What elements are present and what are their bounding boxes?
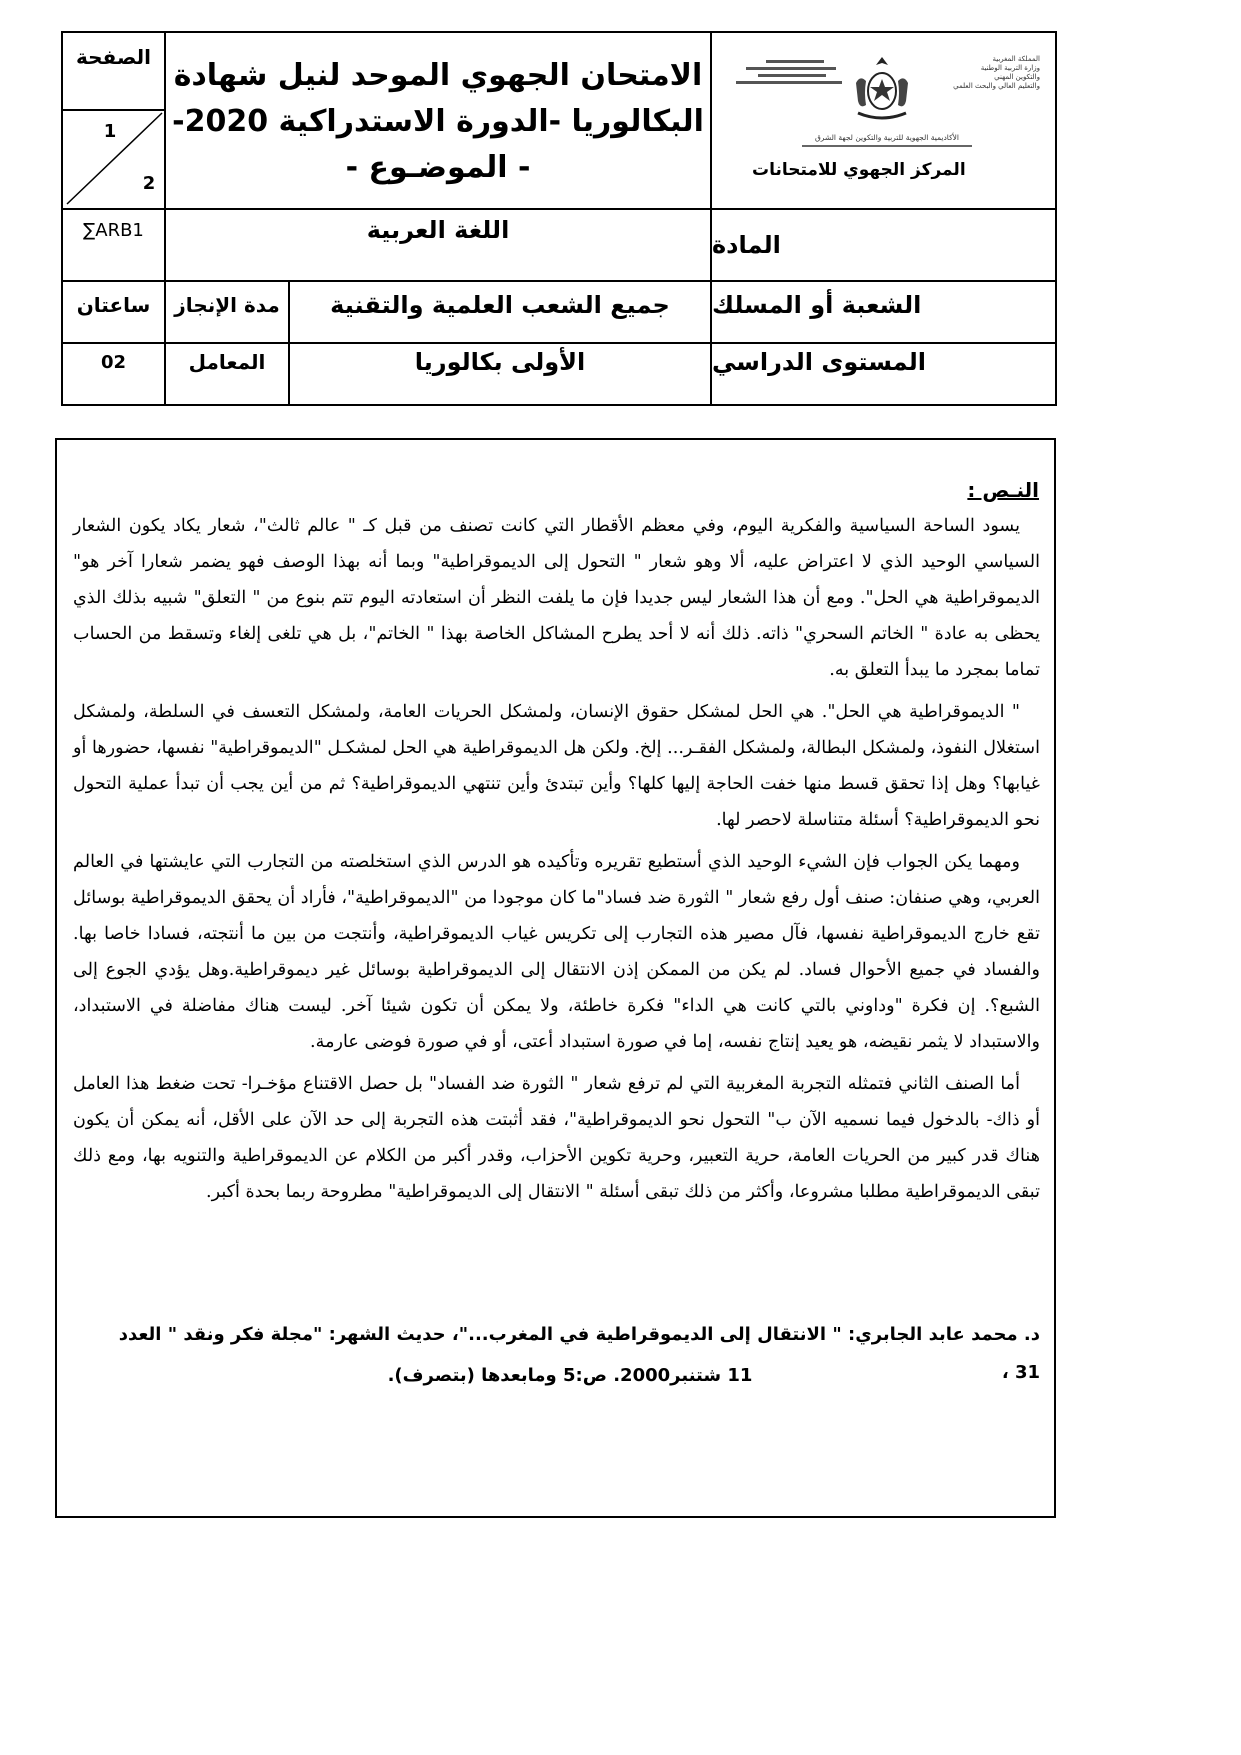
paragraph-3: ومهما يكن الجواب فإن الشيء الوحيد الذي أستطيع تقريره وتأكيده هو الدرس الذي استخلصته من التجارب التي عايشتها في العالم العربي، وهي صنفان: صنف أول رفع شعار " الثورة ضد فساد"ما كان موجودا من "الديموقراطية"، فأراد أن يحقق الديموقراطية بوسائل تقع خارج الديموقراطية نفسها، فآل مصير هذه التجارب إلى تكريس غياب الديموقراطية، وأنتجت من بين ما أنتجته، فسادا خاصا بها. والفساد في جميع الأحوال فساد. لم يكن من الممكن إذن الانتقال إلى الديموقراطية بوسائل غير ديموقراطية.وهل يؤدي الجوع إلى الشبع؟. إن فكرة "وداوني بالتي كانت هي الداء" فكرة خاطئة، ولا يمكن أن تكون شيئا آخر. ليست هناك مفاضلة في الاستبداد، والاستبداد لا يثمر نقيضه، هو يعيد إنتاج نفسه، إما في صورة استبداد أعتى، أو في صورة فوضى عارمة. [73,852,1040,1052]
ministry-line: المملكة المغربية [992,55,1040,63]
exam-title-line1: الامتحان الجهوي الموحد لنيل شهادة [173,57,703,93]
paragraph-1: يسود الساحة السياسية والفكرية اليوم، وفي معظم الأقطار التي كانت تصنف من قبل كـ " عالم ثالث"، شعار يكاد يكون الشعار السياسي الوحيد الذي لا اعتراض عليه، ألا وهو شعار " التحول إلى الديموقراطية" وبما أنه بهذا الوصف فهو يضمر شعارا آخر هو" الديموقراطية هي الحل". ومع أن هذا الشعار ليس جديدا فإن ما يلفت النظر أن استعادته اليوم تتم بنوع من " التعلق" شبيه بذلك الذي يحظى به عادة " الخاتم السحري" ذاته. ذلك أنه لا أحد يطرح المشاكل الخاصة بهذا " الخاتم"، بل هي تلغى إلغاء وتسقط من الحساب تماما بمجرد ما يبدأ التعلق به. [73,516,1040,680]
branch-label: الشعبة أو المسلك [712,290,922,319]
page-label: الصفحة [76,45,152,69]
subject-value: اللغة العربية [366,216,510,244]
branch-value: جميع الشعب العلمية والتقنية [330,290,670,319]
exam-title-line2: البكالوريا -الدورة الاستدراكية 2020- [172,103,704,139]
academy-tifinagh-line [802,145,972,147]
exam-title [166,39,710,204]
ministry-line: والتكوين المهني [994,73,1040,81]
exam-code: ∑ARB1 [83,219,144,241]
page-total: 2 [142,172,156,194]
coef-value: 02 [100,351,127,373]
source-line-1: د. محمد عابد الجابري: " الانتقال إلى الديموقراطية في المغرب..."، حديث الشهر: "مجلة فكر ونقد " العدد 31 ، [118,1324,1040,1383]
paragraph-4: أما الصنف الثاني فتمثله التجربة المغربية التي لم ترفع شعار " الثورة ضد الفساد" بل حصل الاقتناع مؤخـرا- تحت ضغط هذا العامل أو ذاك- بالدخول فيما نسميه الآن ب" التحول نحو الديموقراطية"، فقد أثبتت هذه التجربة إلى حد الآن على الأقل، أنه يمكن أن يكون هناك قدر كبير من الحريات العامة، حرية التعبير، وحرية تكوين الأحزاب، وقدر أكبر من الكلام عن الديموقراطية والتنويه بها، ومع ذلك تبقى الديموقراطية مطلبا مشروعا، وأكثر من ذلك تبقى أسئلة " الانتقال إلى الديموقراطية" مطروحة ربما بحدة أكبر. [73,1074,1040,1202]
level-value: الأولى بكالوريا [414,348,586,376]
paragraph-2: " الديموقراطية هي الحل". هي الحل لمشكل حقوق الإنسان، ولمشكل الحريات العامة، ولمشكل التعسف في السلطة، ولمشكل استغلال النفوذ، ولمشكل البطالة، ولمشكل الفقـر... إلخ. ولكن هل الديموقراطية هي الحل لمشكـل "الديموقراطية" نفسها، حضورها أو غيابها؟ وهل إذا تحقق قسط منها خفت الحاجة إليها كلها؟ وأين تبتدئ وأين تنتهي الديموقراطية؟ ثم من أين يجب أن تبدأ عملية التحول نحو الديموقراطية؟ أسئلة متناسلة لاحصر لها. [73,702,1040,830]
coef-label: المعامل [188,350,266,374]
subject-label: المادة [712,231,781,259]
level-label: المستوى الدراسي [712,348,926,376]
exam-header-table [61,31,1057,406]
text-body [73,508,1040,1210]
duration-label: مدة الإنجاز [174,292,280,317]
ministry-line: وزارة التربية الوطنية [980,64,1040,72]
ministry-arabic-text [922,55,1040,91]
ministry-tifinagh-text [736,57,844,88]
morocco-emblem-icon [850,53,914,123]
exam-title-line3: - الموضـوع - [345,149,531,185]
academy-line: الأكاديمية الجهوية للتربية والتكوين لجهة الشرق [814,133,960,142]
text-heading: النـص : [967,478,1039,502]
page-current: 1 [103,120,117,142]
ministry-block [712,33,1057,208]
duration-value: ساعتان [76,292,151,317]
ministry-line: والتعليم العالي والبحث العلمي [953,82,1040,90]
source-line-2: 11 شتنبر2000. ص:5 ومابعدها (بتصرف). [387,1365,753,1386]
regional-center-name: المركز الجهوي للامتحانات [752,160,966,180]
